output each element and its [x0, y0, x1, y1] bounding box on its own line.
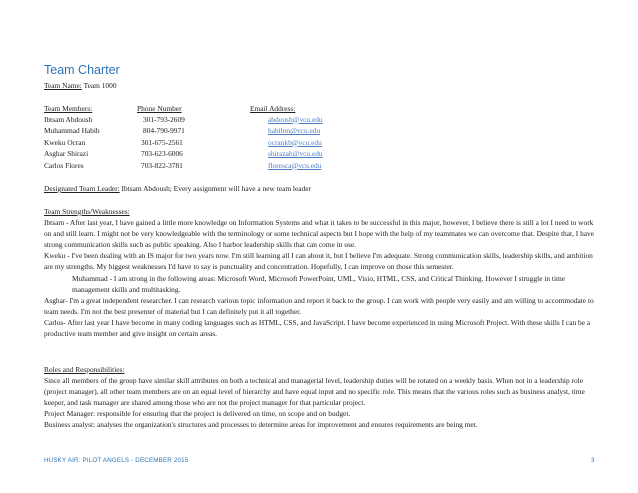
member-phone: 301-793-2609: [143, 114, 185, 124]
member-name: Kweku Ocran: [44, 137, 86, 147]
strength-paragraph: Carlos- After last year I have become in many coding languages such as HTML, CSS, and JavaScript. I have become experienced in using Microsoft Project. With these skills I can be a productive team member and give insight on certain areas.: [44, 317, 591, 339]
footer-label: HUSKY AIR: PILOT ANGELS - DECEMBER 2015: [44, 457, 189, 464]
strength-paragraph: Kweku - I've been dealing with an IS major for two years now. I'm still learning all I can about it, but I believe I'm adequate. Strong communication skills, leadership skills, and ambition are my strengths. My biggest weaknesses I'd have to say is punctuality and concentration. Hopefully, I can improve on those this semester.: [44, 251, 593, 272]
roles-paragraph: Business analyst: analyses the organization's structures and processes to determine areas for improvement and ensures requirements are being met.: [44, 420, 478, 430]
team-name-value: Team 1000: [81, 81, 117, 90]
member-email-link[interactable]: habibm@vcu.edu: [268, 126, 321, 135]
strength-paragraph: Ibtsam - After last year, I have gained a little more knowledge on Information Systems and what it takes to be successful in this major, however, I believe there is still a lot I need to work on and still learn. I might not be very knowledgeable with the terminology or some technical aspects but I hope with the help of my teammates we can overcome that. Despite that, I have strong communication skills such as public speaking. Also I harbor leadership skills that can come in use.: [44, 218, 595, 250]
roles-heading: Roles and Responsibilities:: [44, 365, 125, 374]
members-header-email: Email Address:: [250, 104, 296, 113]
strength-paragraph: Asghar- I'm a great independent researcher. I can research various topic information and report it back to the group. I can work with people very easily and am willing to accommodate to team needs. I'm not the best presenter of material but I can definitely put it all together.: [44, 295, 594, 316]
team-name-line: [44, 81, 117, 90]
strengths-section: [44, 206, 597, 339]
member-email-link[interactable]: shirazah@vcu.edu: [268, 149, 323, 158]
page-number: 3: [591, 457, 595, 464]
members-header-phone: Phone Number: [137, 104, 182, 113]
member-name: Asghar Shirazi: [44, 149, 89, 158]
member-email-link[interactable]: ocrankb@vcu.edu: [268, 137, 322, 147]
page-title: Team Charter: [44, 63, 120, 77]
member-name: Carlos Flores: [44, 160, 84, 170]
team-leader-label: Designated Team Leader:: [44, 184, 120, 193]
member-name: Muhammad Habib: [44, 126, 100, 135]
member-phone: 301-675-2561: [141, 137, 183, 147]
member-phone: 804-790-9971: [143, 126, 185, 135]
team-leader-value: Ibtsam Abdoush; Every assignment will have a new team leader: [119, 184, 311, 193]
member-phone: 703-822-3781: [141, 160, 183, 170]
member-name: Ibtsam Abdoush: [44, 114, 93, 124]
roles-paragraph: Project Manager: responsible for ensuring that the project is delivered on time, on scope and on budget.: [44, 409, 351, 419]
team-name-label: Team Name:: [44, 81, 82, 90]
strengths-heading: Team Strengths/Weaknesses:: [44, 207, 130, 216]
roles-section: [44, 364, 597, 431]
strength-paragraph: Muhammad - I am strong in the following areas: Microsoft Word, Microsoft PowerPoint, UML, Visio, HTML, CSS, and Critical Thinking. However I struggle in time management skills and multitasking.: [72, 273, 566, 294]
roles-paragraph: Since all members of the group have similar skill attributes on both a technical and managerial level, leadership duties will be rotated on a weekly basis. When not in a leadership role (project manager), all other team members are on an equal level of hierarchy and have equal input and no specific role. This means that the various roles such as business analyst, time keeper, and task manager are shared among those who are not the project manager for that particular project.: [44, 376, 585, 408]
members-header-name: Team Members:: [44, 104, 93, 113]
member-email-link[interactable]: abdoush@vcu.edu: [268, 114, 323, 124]
member-email-link[interactable]: floresca@vcu.edu: [268, 160, 322, 170]
team-leader-line: [44, 184, 311, 193]
member-phone: 703-623-6006: [141, 149, 183, 158]
